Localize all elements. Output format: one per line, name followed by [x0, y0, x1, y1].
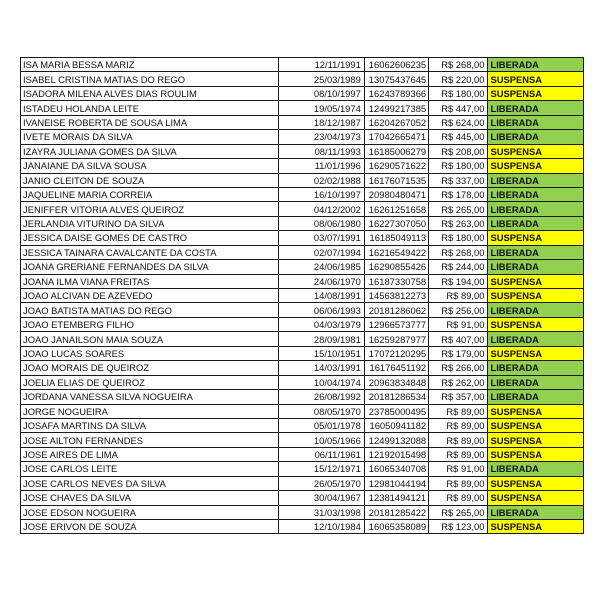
cell-value: R$ 337,00	[429, 173, 488, 187]
cell-code: 16290855426	[364, 260, 428, 274]
cell-date: 25/03/1989	[279, 72, 364, 86]
cell-name: JOANA GRERIANE FERNANDES DA SILVA	[21, 260, 279, 274]
cell-value: R$ 624,00	[429, 115, 488, 129]
cell-date: 24/06/1970	[279, 274, 364, 288]
cell-date: 15/10/1951	[279, 346, 364, 360]
cell-date: 23/04/1973	[279, 130, 364, 144]
cell-value: R$ 447,00	[429, 101, 488, 115]
cell-code: 12499132088	[364, 433, 428, 447]
table-row	[21, 274, 584, 288]
cell-value: R$ 262,00	[429, 375, 488, 389]
cell-value: R$ 194,00	[429, 274, 488, 288]
table-row	[21, 231, 584, 245]
cell-name: JOSE CARLOS NEVES DA SILVA	[21, 476, 279, 490]
table-row	[21, 130, 584, 144]
cell-date: 08/06/1980	[279, 216, 364, 230]
cell-date: 04/03/1979	[279, 317, 364, 331]
cell-name: JERLANDIA VITURINO DA SILVA	[21, 216, 279, 230]
cell-value: R$ 89,00	[429, 289, 488, 303]
cell-value: R$ 266,00	[429, 361, 488, 375]
spreadsheet-body	[21, 58, 584, 534]
cell-code: 12499217385	[364, 101, 428, 115]
cell-name: ISTADEU HOLANDA LEITE	[21, 101, 279, 115]
cell-code: 16065340708	[364, 462, 428, 476]
cell-value: R$ 263,00	[429, 216, 488, 230]
cell-code: 16065358089	[364, 520, 428, 534]
cell-name: JANIO CLEITON DE SOUZA	[21, 173, 279, 187]
cell-name: JOSE AILTON FERNANDES	[21, 433, 279, 447]
cell-status: SUSPENSA	[488, 418, 584, 432]
cell-status: LIBERADA	[488, 462, 584, 476]
cell-name: ISABEL CRISTINA MATIAS DO REGO	[21, 72, 279, 86]
cell-code: 16204267052	[364, 115, 428, 129]
cell-code: 20980480471	[364, 187, 428, 201]
cell-date: 06/06/1993	[279, 303, 364, 317]
cell-date: 04/12/2002	[279, 202, 364, 216]
cell-value: R$ 89,00	[429, 491, 488, 505]
cell-date: 26/08/1992	[279, 390, 364, 404]
cell-name: JOSE ERIVON DE SOUZA	[21, 520, 279, 534]
table-row	[21, 462, 584, 476]
cell-code: 16176451192	[364, 361, 428, 375]
table-row	[21, 173, 584, 187]
cell-name: IVETE MORAIS DA SILVA	[21, 130, 279, 144]
cell-status: LIBERADA	[488, 375, 584, 389]
cell-date: 02/07/1994	[279, 245, 364, 259]
cell-value: R$ 91,00	[429, 462, 488, 476]
cell-status: SUSPENSA	[488, 231, 584, 245]
cell-status: LIBERADA	[488, 101, 584, 115]
table-row	[21, 491, 584, 505]
cell-code: 16290571622	[364, 159, 428, 173]
cell-code: 20181286062	[364, 303, 428, 317]
cell-status: SUSPENSA	[488, 289, 584, 303]
cell-value: R$ 89,00	[429, 418, 488, 432]
cell-date: 19/05/1974	[279, 101, 364, 115]
cell-code: 17072120295	[364, 346, 428, 360]
cell-status: SUSPENSA	[488, 144, 584, 158]
cell-status: LIBERADA	[488, 187, 584, 201]
cell-date: 14/03/1991	[279, 361, 364, 375]
cell-value: R$ 180,00	[429, 231, 488, 245]
cell-status: LIBERADA	[488, 505, 584, 519]
cell-name: JOAO MORAIS DE QUEIROZ	[21, 361, 279, 375]
cell-code: 16243789366	[364, 86, 428, 100]
cell-value: R$ 268,00	[429, 58, 488, 72]
cell-code: 20181286534	[364, 390, 428, 404]
table-row	[21, 144, 584, 158]
cell-code: 16227307050	[364, 216, 428, 230]
cell-status: LIBERADA	[488, 115, 584, 129]
cell-date: 15/12/1971	[279, 462, 364, 476]
cell-status: LIBERADA	[488, 58, 584, 72]
cell-name: JOSE EDSON NOGUEIRA	[21, 505, 279, 519]
cell-date: 08/05/1970	[279, 404, 364, 418]
cell-status: LIBERADA	[488, 332, 584, 346]
table-row	[21, 101, 584, 115]
cell-date: 11/01/1996	[279, 159, 364, 173]
cell-date: 18/12/1987	[279, 115, 364, 129]
cell-name: JESSICA DAISE GOMES DE CASTRO	[21, 231, 279, 245]
cell-value: R$ 180,00	[429, 159, 488, 173]
spreadsheet-table	[20, 57, 584, 534]
cell-status: LIBERADA	[488, 173, 584, 187]
cell-date: 26/05/1970	[279, 476, 364, 490]
cell-status: SUSPENSA	[488, 520, 584, 534]
cell-value: R$ 244,00	[429, 260, 488, 274]
table-row	[21, 72, 584, 86]
table-row	[21, 159, 584, 173]
cell-status: LIBERADA	[488, 216, 584, 230]
cell-status: LIBERADA	[488, 390, 584, 404]
cell-code: 16185006279	[364, 144, 428, 158]
cell-name: JOELIA ELIAS DE QUEIROZ	[21, 375, 279, 389]
cell-status: SUSPENSA	[488, 72, 584, 86]
cell-value: R$ 89,00	[429, 433, 488, 447]
cell-name: JORDANA VANESSA SILVA NOGUEIRA	[21, 390, 279, 404]
cell-code: 12381494121	[364, 491, 428, 505]
cell-date: 31/03/1998	[279, 505, 364, 519]
cell-name: JESSICA TAINARA CAVALCANTE DA COSTA	[21, 245, 279, 259]
cell-code: 23785000495	[364, 404, 428, 418]
cell-value: R$ 220,00	[429, 72, 488, 86]
cell-status: SUSPENSA	[488, 317, 584, 331]
cell-value: R$ 89,00	[429, 447, 488, 461]
cell-status: LIBERADA	[488, 202, 584, 216]
cell-code: 16062606235	[364, 58, 428, 72]
table-row	[21, 418, 584, 432]
cell-code: 16187330758	[364, 274, 428, 288]
cell-status: LIBERADA	[488, 361, 584, 375]
table-row	[21, 433, 584, 447]
cell-date: 10/05/1966	[279, 433, 364, 447]
cell-date: 16/10/1997	[279, 187, 364, 201]
cell-value: R$ 265,00	[429, 202, 488, 216]
cell-status: LIBERADA	[488, 245, 584, 259]
table-row	[21, 505, 584, 519]
cell-name: JORGE NOGUEIRA	[21, 404, 279, 418]
cell-code: 16259287977	[364, 332, 428, 346]
cell-name: JOAO ALCIVAN DE AZEVEDO	[21, 289, 279, 303]
cell-value: R$ 123,00	[429, 520, 488, 534]
cell-status: LIBERADA	[488, 130, 584, 144]
cell-code: 16176071535	[364, 173, 428, 187]
cell-name: JENIFFER VITORIA ALVES QUEIROZ	[21, 202, 279, 216]
table-row	[21, 303, 584, 317]
cell-code: 12966573777	[364, 317, 428, 331]
table-row	[21, 115, 584, 129]
table-row	[21, 361, 584, 375]
cell-date: 12/11/1991	[279, 58, 364, 72]
cell-status: LIBERADA	[488, 260, 584, 274]
table-row	[21, 404, 584, 418]
cell-name: IVANEISE ROBERTA DE SOUSA LIMA	[21, 115, 279, 129]
cell-status: SUSPENSA	[488, 404, 584, 418]
cell-date: 03/07/1991	[279, 231, 364, 245]
cell-value: R$ 268,00	[429, 245, 488, 259]
cell-date: 02/02/1988	[279, 173, 364, 187]
table-row	[21, 390, 584, 404]
cell-status: SUSPENSA	[488, 491, 584, 505]
table-row	[21, 346, 584, 360]
cell-status: SUSPENSA	[488, 274, 584, 288]
cell-name: JOSAFA MARTINS DA SILVA	[21, 418, 279, 432]
cell-date: 12/10/1984	[279, 520, 364, 534]
cell-code: 16185049113	[364, 231, 428, 245]
table-row	[21, 317, 584, 331]
cell-name: JAQUELINE MARIA CORREIA	[21, 187, 279, 201]
table-row	[21, 86, 584, 100]
table-row	[21, 187, 584, 201]
cell-name: JANAIANE DA SILVA SOUSA	[21, 159, 279, 173]
cell-code: 14563812273	[364, 289, 428, 303]
table-row	[21, 447, 584, 461]
cell-code: 16216549422	[364, 245, 428, 259]
cell-code: 20181285422	[364, 505, 428, 519]
cell-value: R$ 445,00	[429, 130, 488, 144]
cell-name: JOAO BATISTA MATIAS DO REGO	[21, 303, 279, 317]
cell-name: JOSE CARLOS LEITE	[21, 462, 279, 476]
table-row	[21, 260, 584, 274]
cell-name: IZAYRA JULIANA GOMES DA SILVA	[21, 144, 279, 158]
cell-name: JOAO JANAILSON MAIA SOUZA	[21, 332, 279, 346]
table-row	[21, 216, 584, 230]
cell-status: SUSPENSA	[488, 86, 584, 100]
cell-date: 24/06/1985	[279, 260, 364, 274]
table-row	[21, 520, 584, 534]
cell-code: 12192015498	[364, 447, 428, 461]
cell-value: R$ 89,00	[429, 404, 488, 418]
cell-date: 08/11/1993	[279, 144, 364, 158]
cell-code: 16050941182	[364, 418, 428, 432]
cell-date: 06/11/1961	[279, 447, 364, 461]
cell-status: SUSPENSA	[488, 433, 584, 447]
cell-date: 14/08/1991	[279, 289, 364, 303]
cell-code: 17042665471	[364, 130, 428, 144]
cell-value: R$ 256,00	[429, 303, 488, 317]
cell-name: JOANA ILMA VIANA FREITAS	[21, 274, 279, 288]
table-row	[21, 245, 584, 259]
cell-name: JOSE CHAVES DA SILVA	[21, 491, 279, 505]
table-row	[21, 375, 584, 389]
cell-value: R$ 180,00	[429, 86, 488, 100]
table-row	[21, 476, 584, 490]
cell-value: R$ 357,00	[429, 390, 488, 404]
cell-code: 20963834848	[364, 375, 428, 389]
cell-status: SUSPENSA	[488, 346, 584, 360]
cell-status: SUSPENSA	[488, 476, 584, 490]
cell-value: R$ 91,00	[429, 317, 488, 331]
cell-code: 13075437645	[364, 72, 428, 86]
cell-date: 08/10/1997	[279, 86, 364, 100]
cell-value: R$ 407,00	[429, 332, 488, 346]
cell-value: R$ 208,00	[429, 144, 488, 158]
cell-name: JOAO ETEMBERG FILHO	[21, 317, 279, 331]
cell-name: ISADORA MILENA ALVES DIAS ROULIM	[21, 86, 279, 100]
table-row	[21, 289, 584, 303]
cell-value: R$ 178,00	[429, 187, 488, 201]
cell-status: LIBERADA	[488, 303, 584, 317]
cell-date: 28/09/1981	[279, 332, 364, 346]
cell-date: 30/04/1967	[279, 491, 364, 505]
cell-name: JOAO LUCAS SOARES	[21, 346, 279, 360]
table-row	[21, 202, 584, 216]
table-row	[21, 332, 584, 346]
cell-value: R$ 179,00	[429, 346, 488, 360]
cell-date: 05/01/1978	[279, 418, 364, 432]
cell-status: SUSPENSA	[488, 159, 584, 173]
cell-code: 16261251658	[364, 202, 428, 216]
cell-status: SUSPENSA	[488, 447, 584, 461]
cell-name: JOSE AIRES DE LIMA	[21, 447, 279, 461]
cell-name: ISA MARIA BESSA MARIZ	[21, 58, 279, 72]
cell-date: 10/04/1974	[279, 375, 364, 389]
cell-value: R$ 89,00	[429, 476, 488, 490]
cell-code: 12981044194	[364, 476, 428, 490]
cell-value: R$ 265,00	[429, 505, 488, 519]
table-row	[21, 58, 584, 72]
